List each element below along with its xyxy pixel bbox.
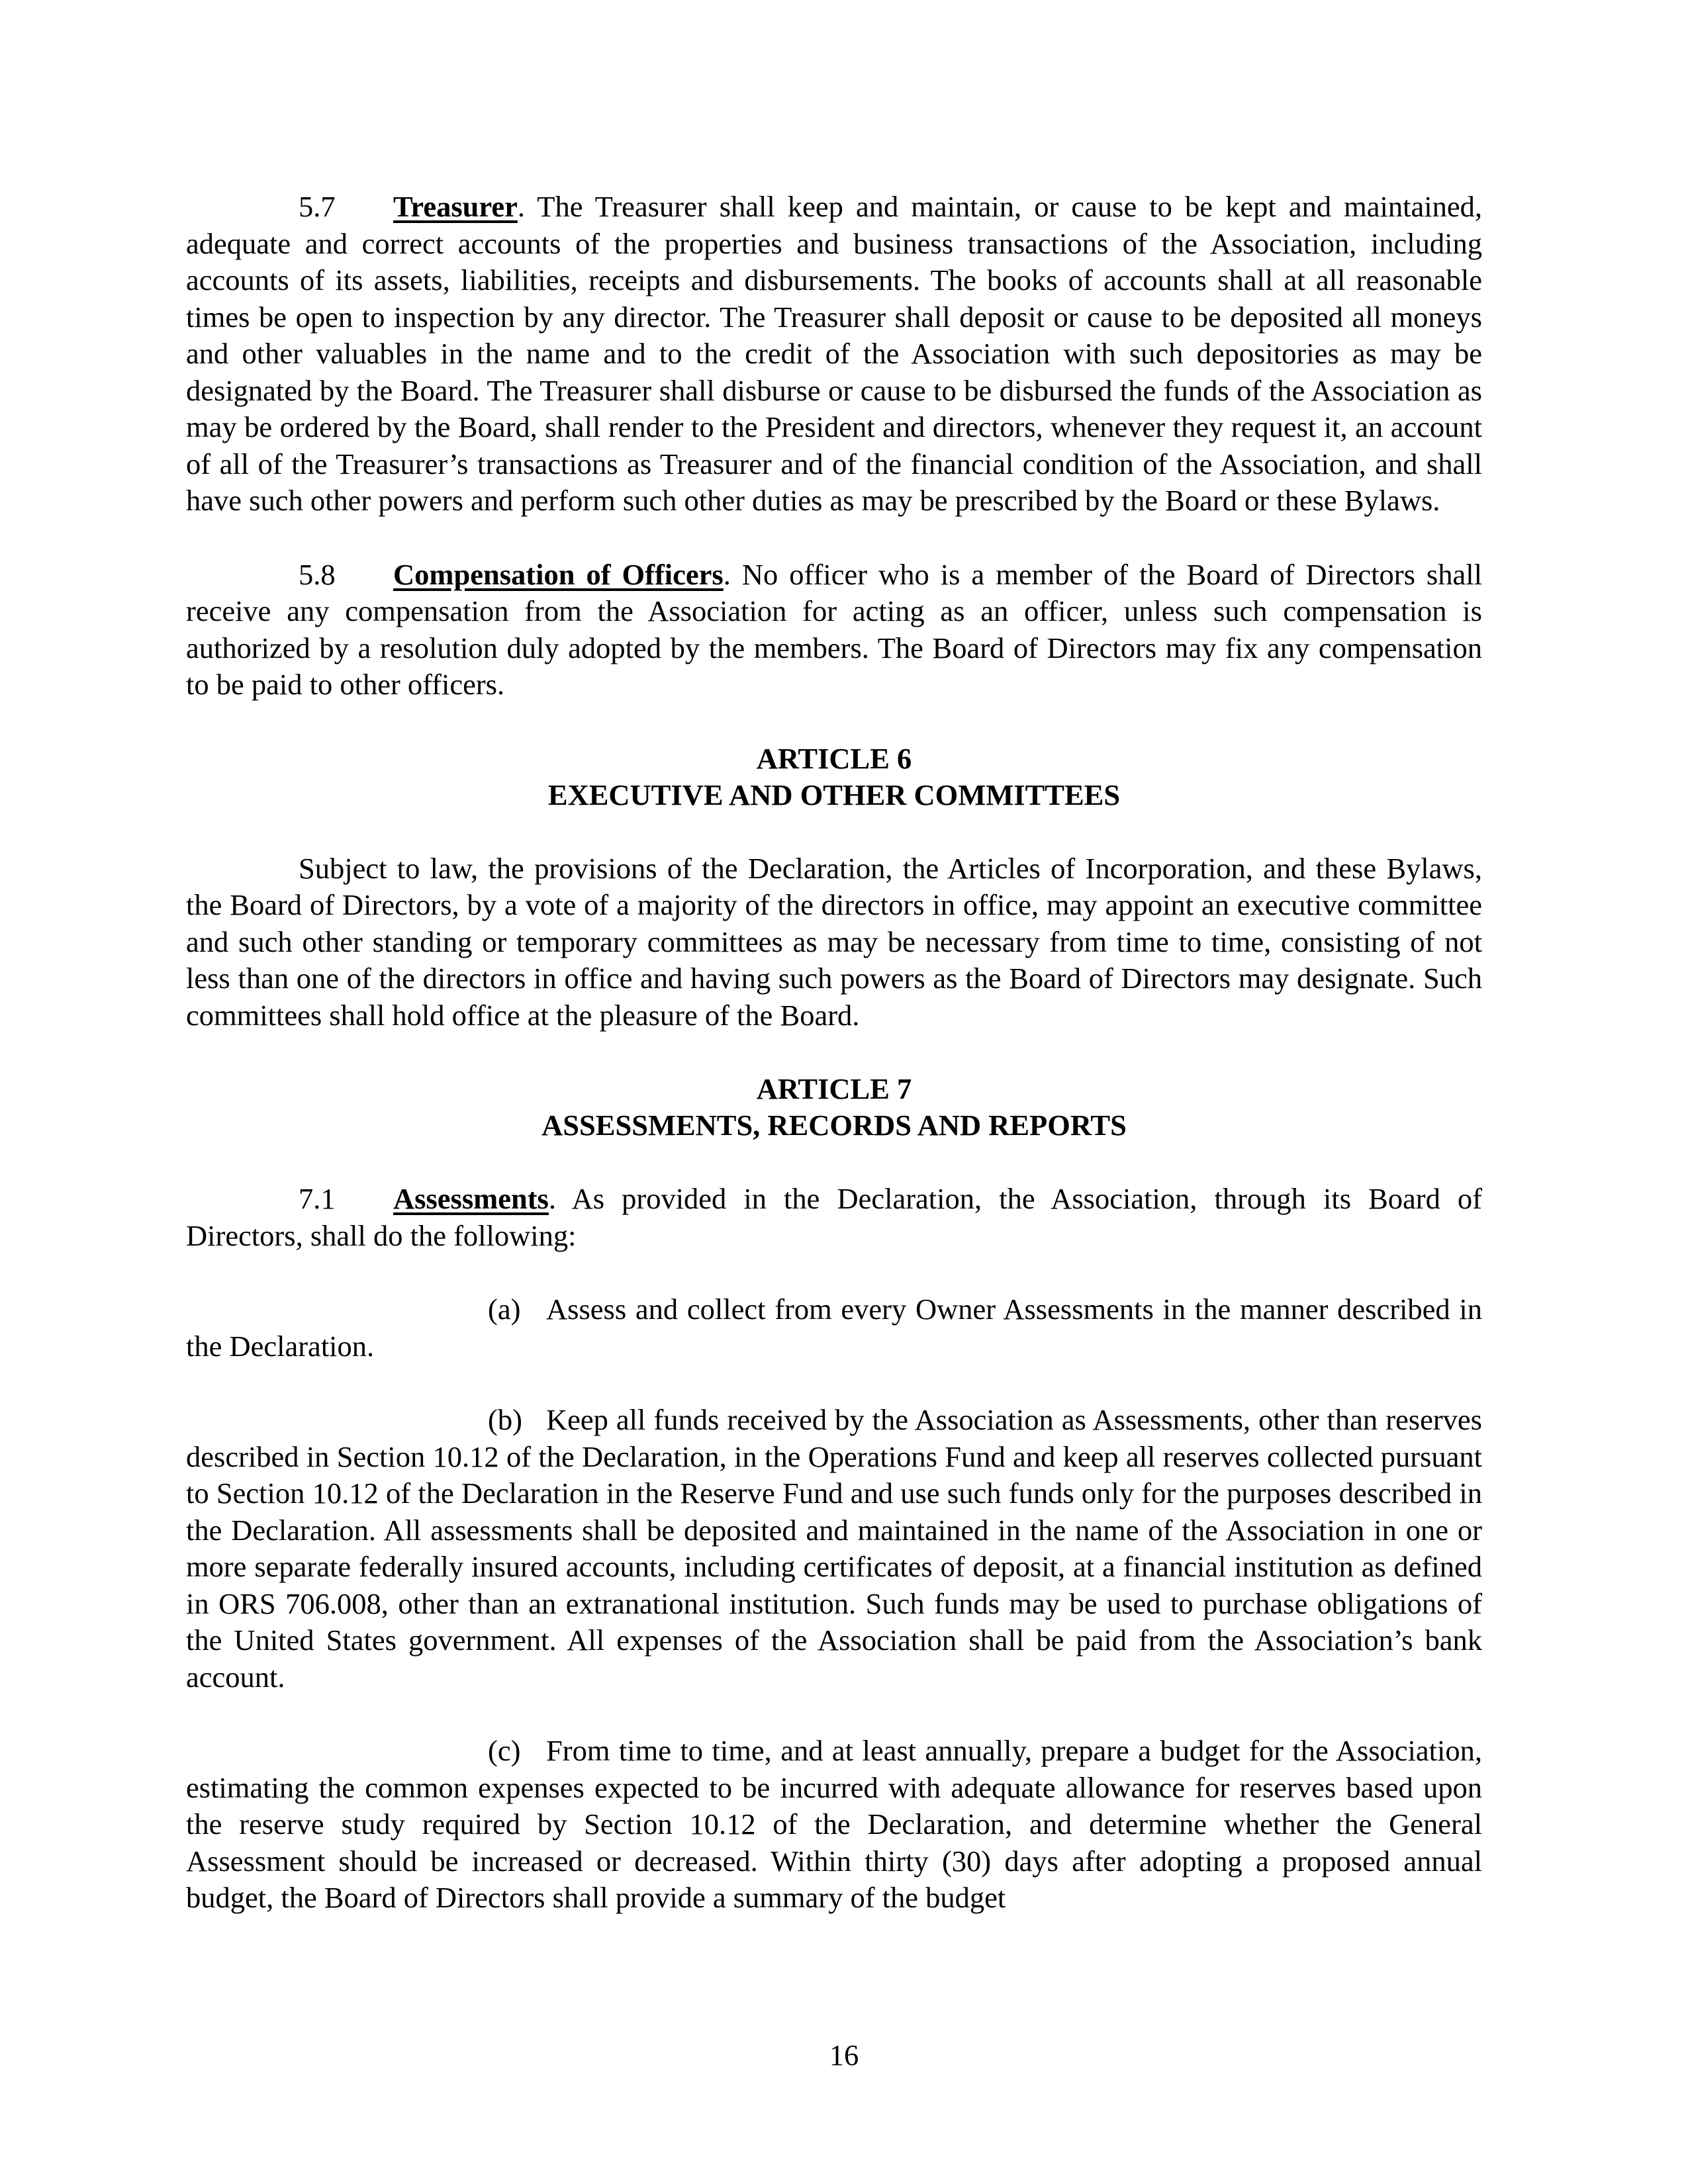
section-heading: Treasurer	[393, 190, 518, 223]
section-heading: Assessments	[393, 1182, 549, 1215]
article-6-heading	[186, 741, 1482, 813]
item-label: (c)	[488, 1734, 521, 1767]
section-number: 5.8	[299, 557, 336, 591]
section-number: 5.7	[299, 190, 336, 223]
article-title: EXECUTIVE AND OTHER COMMITTEES	[547, 778, 1121, 811]
section-number: 7.1	[299, 1182, 336, 1215]
section-7-1	[186, 1181, 1482, 1254]
item-text: Keep all funds received by the Association as Assessments, other than reserves described in Section 10.12 of the Declaration, in the Operations Fund and keep all reserves collected pursuant to Section 10.12 of the Declaration in the Reserve Fund and use such funds only for the purposes described in the Declaration. All assessments shall be deposited and maintained in the name of the Association in one or more separate federally insured accounts, including certificates of deposit, at a financial institution as defined in ORS 706.008, other than an extranational institution. Such funds may be used to purchase obligations of the United States government. All expenses of the Association shall be paid from the Association’s bank account.	[186, 1403, 1482, 1694]
item-b	[186, 1402, 1482, 1696]
item-c	[186, 1733, 1482, 1917]
section-text: . The Treasurer shall keep and maintain, or cause to be kept and maintained, adequate and correct accounts of the properties and business transactions of the Association, including accounts of its assets, liabilities, receipts and disbursements. The books of accounts shall at all reasonable times be open to inspection by any director. The Treasurer shall deposit or cause to be deposited all moneys and other valuables in the name and to the credit of the Association with such depositories as may be designated by the Board. The Treasurer shall disburse or cause to be disbursed the funds of the Association as may be ordered by the Board, shall render to the President and directors, whenever they request it, an account of all of the Treasurer’s transactions as Treasurer and of the financial condition of the Association, and shall have such other powers and perform such other duties as may be prescribed by the Board or these Bylaws.	[186, 190, 1482, 517]
document-page	[186, 189, 1482, 1917]
article-label: ARTICLE 7	[756, 1072, 912, 1105]
item-label: (a)	[488, 1293, 521, 1326]
section-text: . No officer who is a member of the Board of Directors shall receive any compensation from the Association for acting as an officer, unless such compensation is authorized by a resolution duly adopted by the members. The Board of Directors may fix any compensation to be paid to other officers.	[186, 557, 1482, 701]
item-label: (b)	[488, 1403, 522, 1436]
article-6-body: Subject to law, the provisions of the Declaration, the Articles of Incorporation, and these Bylaws, the Board of Directors, by a vote of a majority of the directors in office, may appoint an executive committee and such other standing or temporary committees as may be necessary from time to time, consisting of not less than one of the directors in office and having such powers as the Board of Directors may designate. Such committees shall hold office at the pleasure of the Board.	[186, 851, 1482, 1032]
item-a	[186, 1291, 1482, 1365]
item-text: From time to time, and at least annually, prepare a budget for the Association, estimating the common expenses expected to be incurred with adequate allowance for reserves based upon the reserve study required by Section 10.12 of the Declaration, and determine whether the General Assessment should be increased or decreased. Within thirty (30) days after adopting a proposed annual budget, the Board of Directors shall provide a summary of the budget	[186, 1734, 1482, 1914]
article-title: ASSESSMENTS, RECORDS AND REPORTS	[541, 1109, 1127, 1142]
section-heading: Compensation of Officers	[393, 557, 724, 591]
section-5-8	[186, 557, 1482, 704]
item-text: Assess and collect from every Owner Assessments in the manner described in the Declaration.	[186, 1293, 1482, 1363]
section-text: . As provided in the Declaration, the Association, through its Board of Directors, shall do the following:	[186, 1182, 1482, 1252]
article-7-heading	[186, 1071, 1482, 1144]
page-number: 16	[829, 2038, 859, 2071]
article-label: ARTICLE 6	[756, 741, 912, 775]
section-5-7	[186, 189, 1482, 520]
